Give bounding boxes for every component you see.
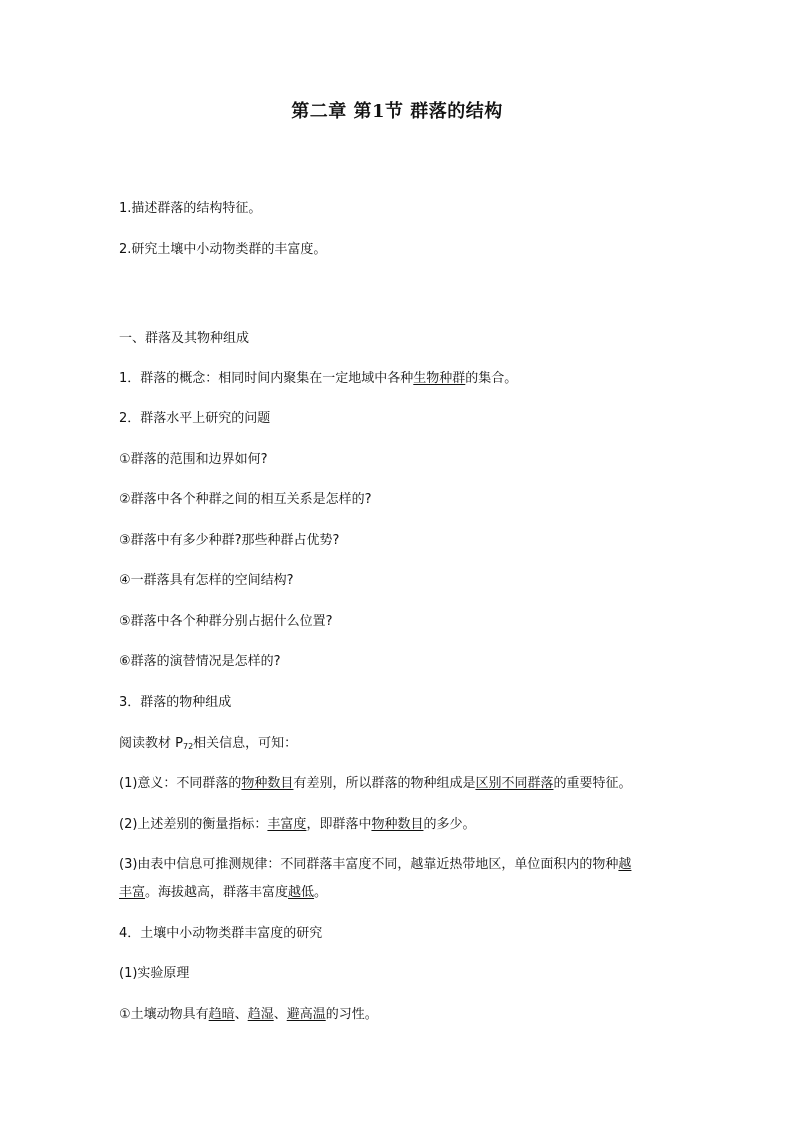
question-3: ③群落中有多少种群?那些种群占优势? [119, 533, 340, 548]
answer-underlined: 避高温 [286, 1007, 326, 1022]
item-3-point-1 [119, 776, 631, 792]
answer-underlined: 丰富度 [267, 817, 307, 832]
text: 相关信息，可知： [193, 736, 298, 751]
text: 有差别，所以群落的物种组成是 [293, 776, 476, 791]
text: 的习性。 [325, 1007, 378, 1022]
item-3-point-3 [119, 857, 631, 873]
question-4: ④一群落具有怎样的空间结构? [119, 573, 294, 588]
text: (3)由表中信息可推测规律：不同群落丰富度不同，越靠近热带地区，单位面积内的物种 [119, 857, 619, 872]
text: 的多少。 [423, 817, 476, 832]
item-4-heading: 4．土壤中小动物类群丰富度的研究 [119, 926, 323, 941]
answer-underlined: 趋暗 [208, 1007, 235, 1022]
text: 、 [234, 1007, 248, 1022]
text: 。海拔越高，群落丰富度 [145, 885, 289, 900]
item-3-point-3-continued [119, 885, 327, 901]
text: 阅读教材 P [119, 736, 183, 751]
answer-underlined: 越 [618, 857, 632, 872]
question-1: ①群落的范围和边界如何? [119, 452, 268, 467]
objective-2: 2.研究土壤中小动物类群的丰富度。 [119, 242, 327, 257]
text: 1．群落的概念：相同时间内聚集在一定地域中各种 [119, 371, 414, 386]
page-number-subscript: 72 [182, 742, 194, 751]
text: 的集合。 [465, 371, 518, 386]
answer-underlined: 趋湿 [247, 1007, 274, 1022]
text: ，即群落中 [306, 817, 372, 832]
answer-underlined: 丰富 [119, 885, 146, 900]
item-4-subheading: (1)实验原理 [119, 966, 190, 981]
item-4-point-1 [119, 1007, 378, 1023]
answer-underlined: 生物种群 [413, 371, 466, 386]
answer-underlined: 区别不同群落 [475, 776, 554, 791]
text: ①土壤动物具有 [119, 1007, 209, 1022]
question-2: ②群落中各个种群之间的相互关系是怎样的? [119, 492, 372, 507]
question-5: ⑤群落中各个种群分别占据什么位置? [119, 614, 333, 629]
page-title: 第二章 第1节 群落的结构 [291, 101, 503, 122]
text: (2)上述差别的衡量指标： [119, 817, 268, 832]
question-6: ⑥群落的演替情况是怎样的? [119, 654, 281, 669]
objective-1: 1.描述群落的结构特征。 [119, 201, 262, 216]
text: 、 [273, 1007, 287, 1022]
item-2-heading: 2．群落水平上研究的问题 [119, 411, 271, 426]
reading-note [119, 736, 297, 755]
item-3-point-2 [119, 817, 475, 833]
section-heading: 一、群落及其物种组成 [119, 331, 250, 346]
text: (1)意义：不同群落的 [119, 776, 242, 791]
text: 。 [314, 885, 328, 900]
answer-underlined: 物种数目 [371, 817, 424, 832]
item-1-paragraph [119, 371, 517, 387]
answer-underlined: 物种数目 [241, 776, 294, 791]
item-3-heading: 3．群落的物种组成 [119, 695, 232, 710]
text: 的重要特征。 [553, 776, 632, 791]
answer-underlined: 越低 [288, 885, 315, 900]
